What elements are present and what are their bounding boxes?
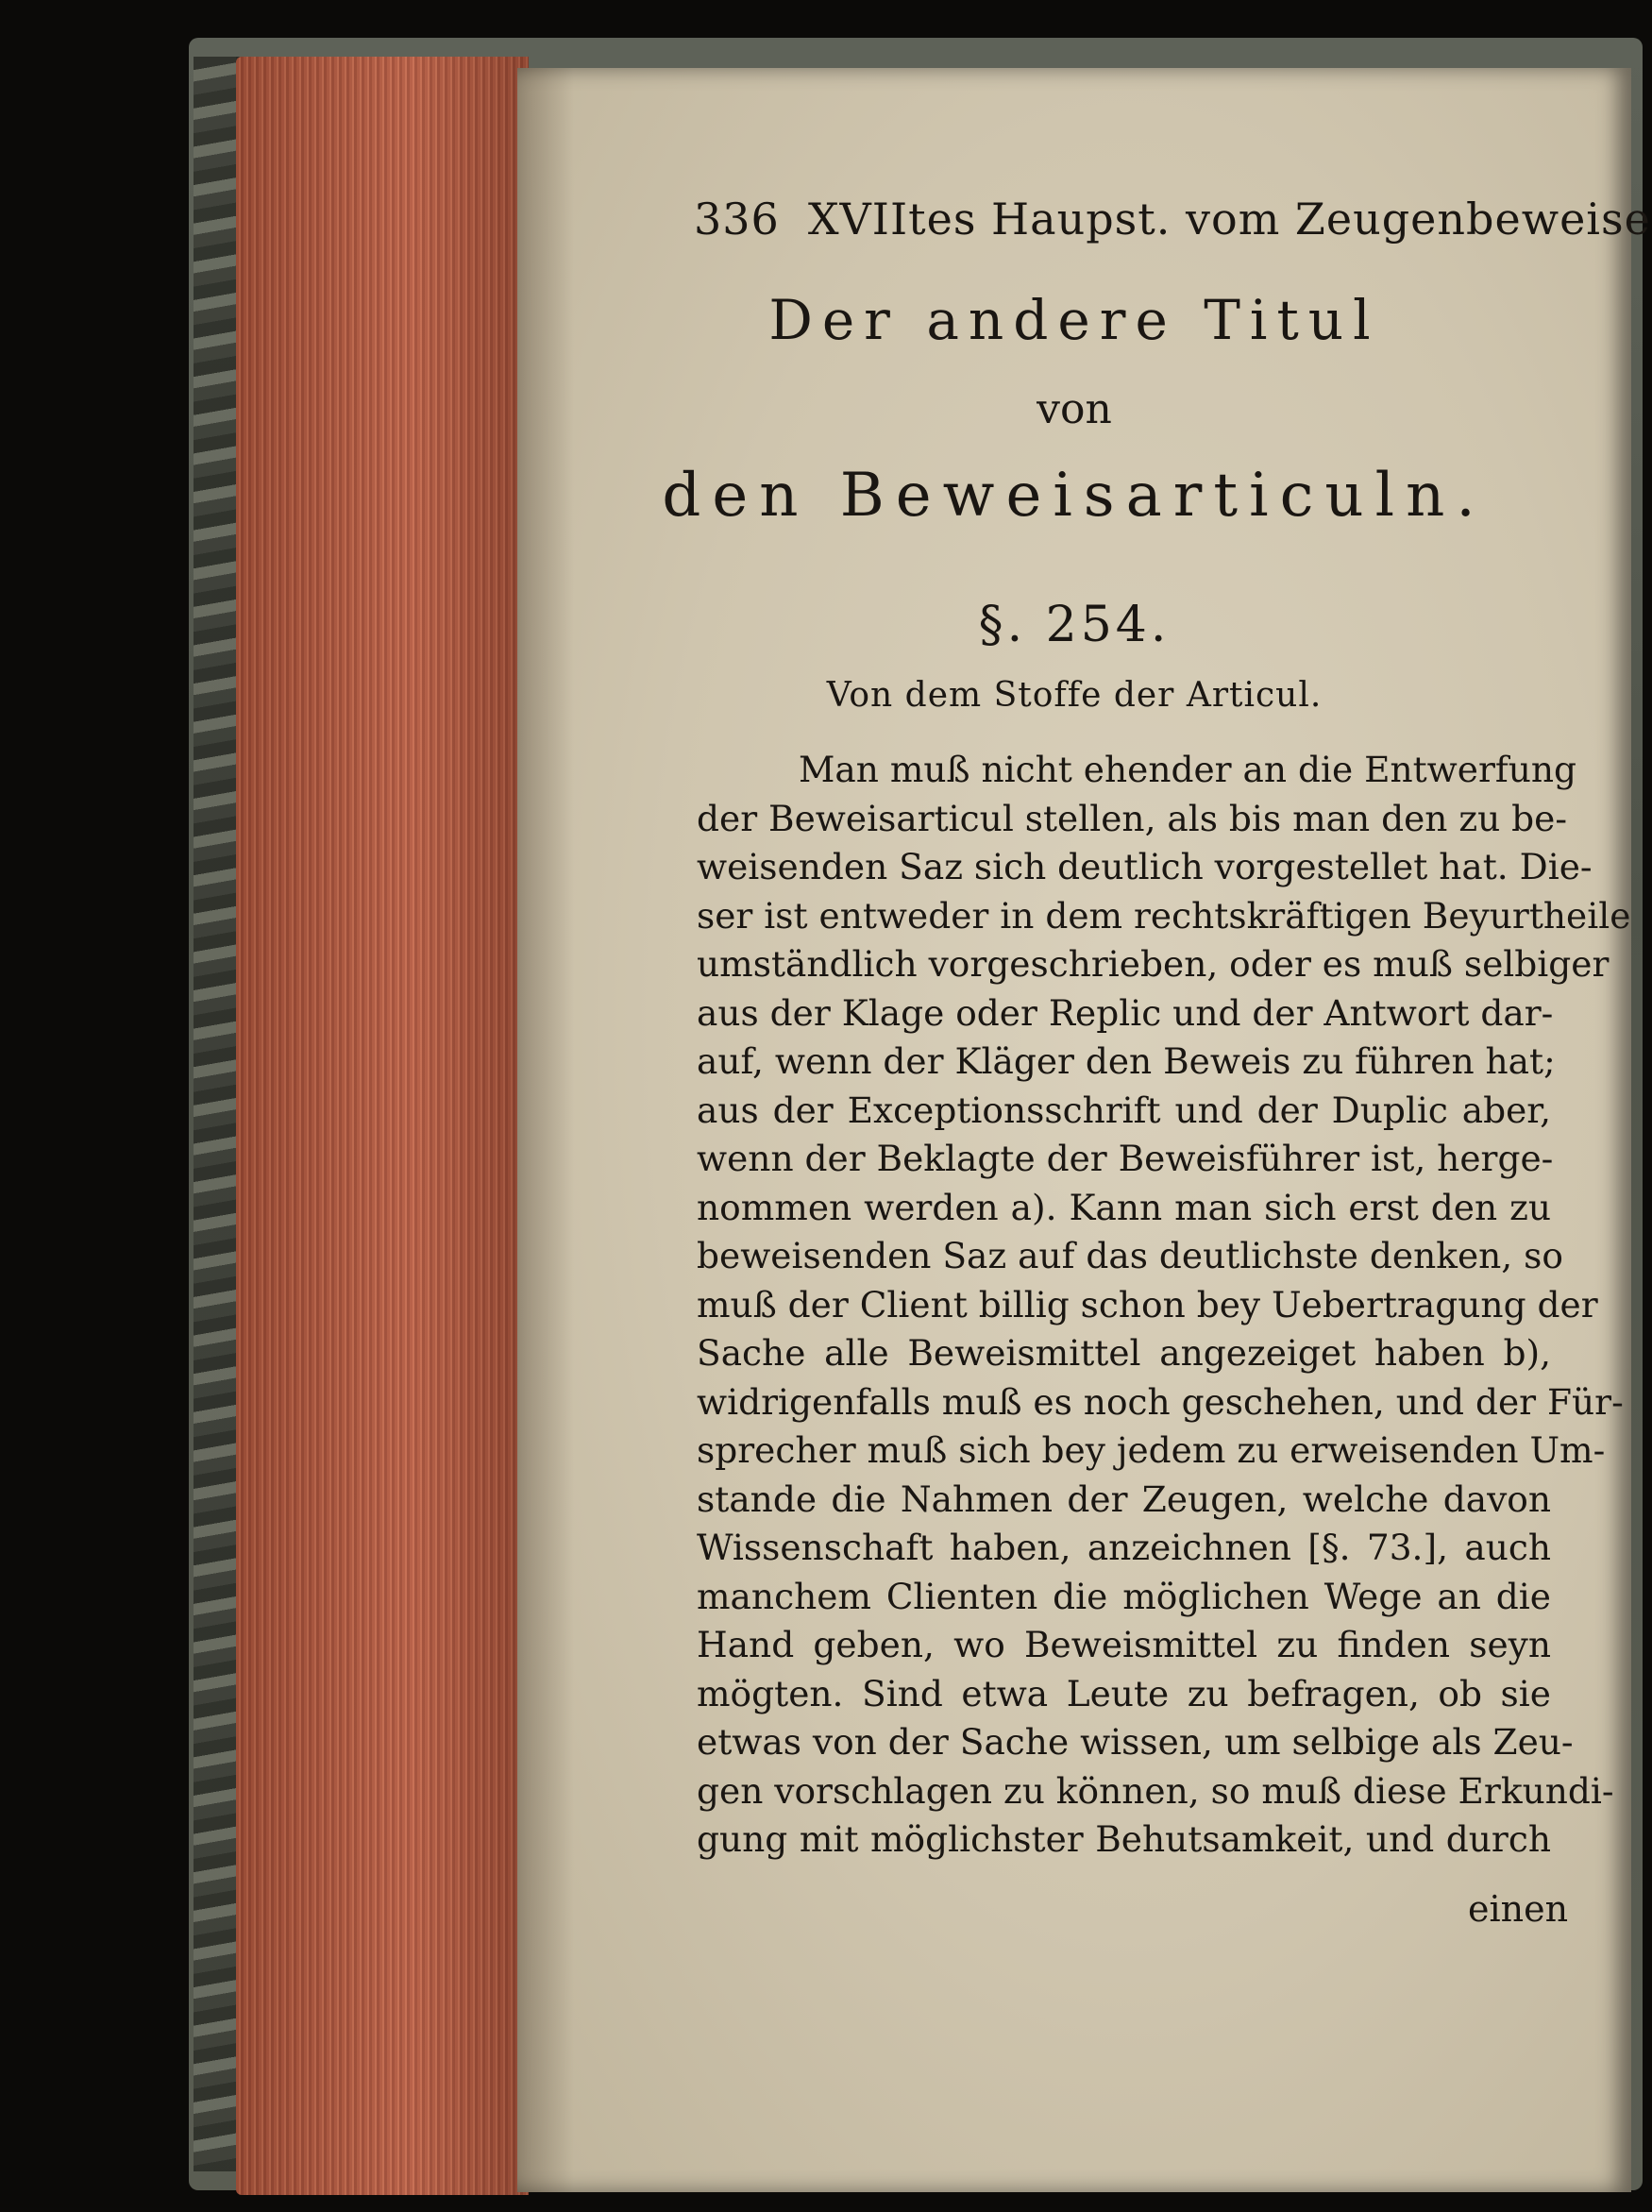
body-line: muß der Client billig schon bey Uebertragung der — [697, 1283, 1598, 1326]
body-line: nommen werden a). Kann man sich erst den zu — [697, 1186, 1551, 1228]
body-line: gen vorschlagen zu können, so muß diese Erkundi- — [697, 1769, 1614, 1812]
body-line: Wissenschaft haben, anzeichnen [§. 73.], auch — [697, 1527, 1551, 1568]
body-line: widrigenfalls muß es noch geschehen, und der Für- — [697, 1380, 1624, 1423]
running-head-text: XVIItes Haupst. vom Zeugenbeweise — [807, 194, 1651, 245]
body-line: manchem Clienten die möglichen Wege an die — [697, 1575, 1551, 1617]
body-line: sprecher muß sich bey jedem zu erweisenden Um- — [697, 1429, 1606, 1471]
body-line: auf, wenn der Kläger den Beweis zu führen hat; — [697, 1040, 1556, 1082]
body-line: aus der Exceptionsschrift und der Duplic aber, — [697, 1089, 1551, 1131]
page-number: 336 — [694, 194, 780, 245]
body-line: mögten. Sind etwa Leute zu befragen, ob sie — [697, 1672, 1551, 1714]
body-line: gung mit möglichster Behutsamkeit, und durch — [697, 1818, 1551, 1860]
running-head — [694, 194, 1651, 245]
body-line: weisenden Saz sich deutlich vorgestellet hat. Die- — [697, 846, 1593, 887]
body-line: beweisenden Saz auf das deutlichste denken, so — [697, 1235, 1563, 1276]
section-subtitle: Von dem Stoffe der Articul. — [826, 676, 1323, 715]
title-line-2: von — [1037, 385, 1112, 433]
body-line: ser ist entweder in dem rechtskräftigen Beyurtheile — [697, 894, 1631, 937]
body-line: Hand geben, wo Beweismittel zu finden seyn — [697, 1624, 1551, 1665]
title-line-3: den Beweisarticuln. — [662, 461, 1487, 531]
body-line: etwas von der Sache wissen, um selbige als Zeu- — [697, 1721, 1574, 1763]
body-line: wenn der Beklagte der Beweisführer ist, herge- — [697, 1138, 1554, 1179]
body-line: Man muß nicht ehender an die Entwerfung — [799, 749, 1577, 790]
body-line: stande die Nahmen der Zeugen, welche davon — [697, 1477, 1551, 1520]
page-block-edge — [236, 57, 529, 2195]
catchword: einen — [1468, 1888, 1569, 1930]
section-number: §. 254. — [978, 597, 1171, 653]
body-line: der Beweisarticul stellen, als bis man den zu be- — [697, 797, 1568, 839]
body-text — [697, 746, 1631, 1865]
title-line-1: Der andere Titul — [768, 288, 1380, 352]
body-line: umständlich vorgeschrieben, oder es muß selbiger — [697, 943, 1610, 985]
body-line: aus der Klage oder Replic und der Antwort dar- — [697, 991, 1554, 1034]
body-line: Sache alle Beweismittel angezeiget haben b), — [697, 1332, 1551, 1374]
